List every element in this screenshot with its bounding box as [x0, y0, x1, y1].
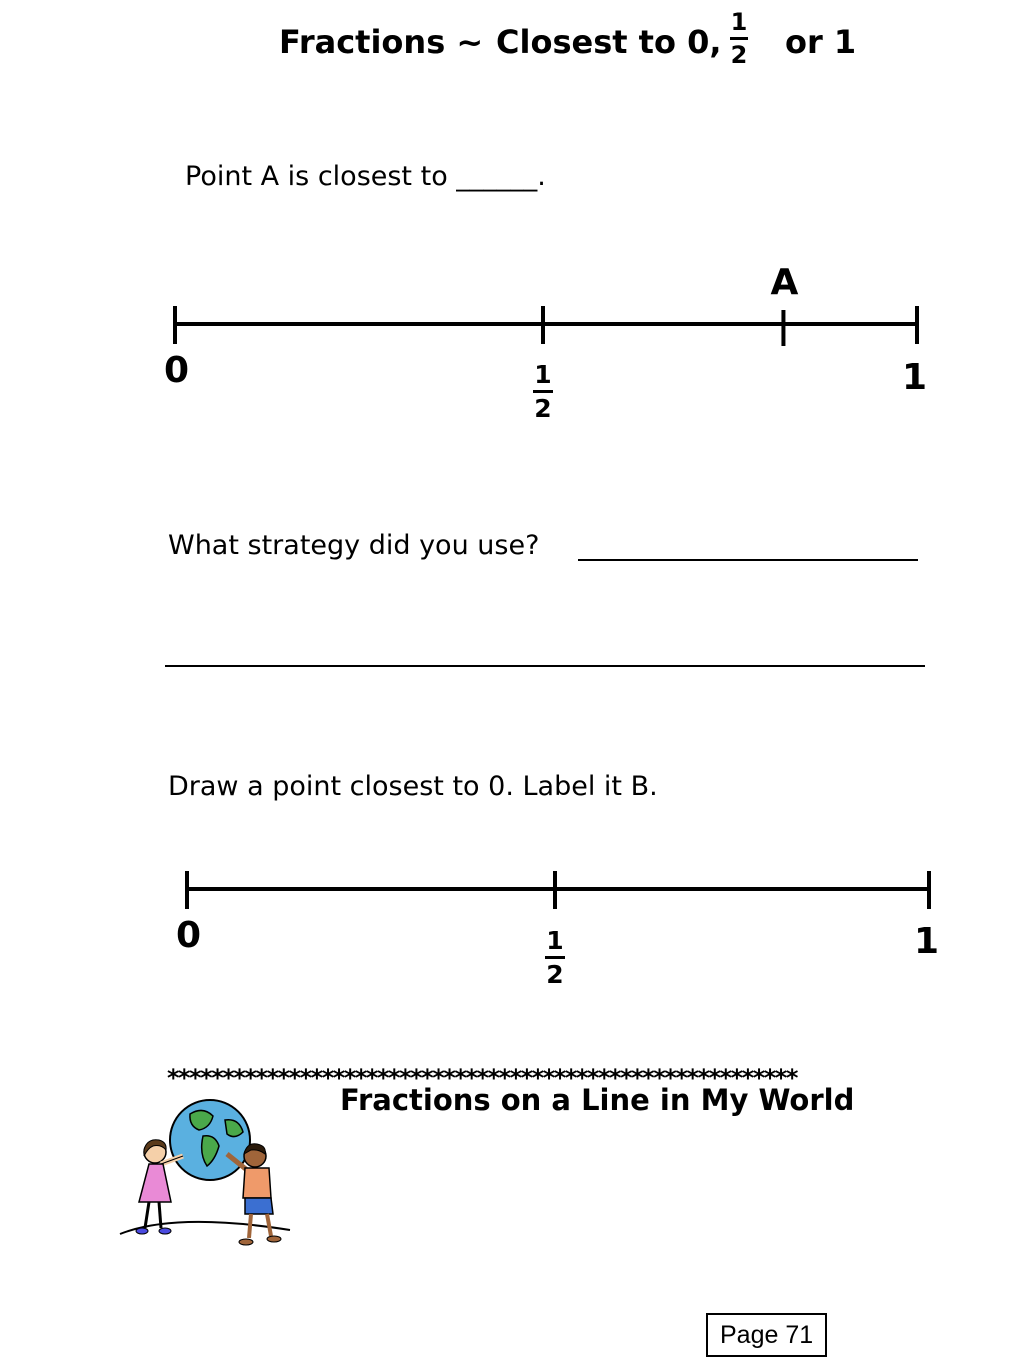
- number-line-1-half-numerator: 1: [534, 360, 552, 389]
- globe-icon: [170, 1100, 250, 1180]
- number-line-1: [0, 300, 1024, 440]
- question-draw-point-b-prompt: Draw a point closest to 0. Label it B.: [168, 771, 658, 802]
- number-line-2-one-label: 1: [914, 921, 940, 962]
- children-globe-illustration: [115, 1094, 305, 1264]
- point-a-label: A: [770, 262, 799, 303]
- number-line-1-one-label: 1: [902, 357, 928, 398]
- number-line-2-zero-label: 0: [176, 915, 202, 956]
- number-line-2-half-bar: [545, 956, 565, 959]
- number-line-2-half-denominator: 2: [546, 960, 564, 989]
- section-divider-stars: *********************************************************: [167, 1064, 797, 1092]
- page-number-box: Page 71: [706, 1313, 827, 1357]
- question-point-a-prompt: Point A is closest to ______.: [185, 161, 546, 192]
- number-line-1-zero-label: 0: [164, 350, 190, 391]
- number-line-2[interactable]: [0, 865, 1024, 925]
- title-left: Fractions ~: [279, 23, 484, 61]
- title-fraction-bar: [730, 37, 748, 40]
- section-title: Fractions on a Line in My World: [340, 1083, 855, 1117]
- number-line-2-half-numerator: 1: [546, 926, 564, 955]
- title-fraction-denominator: 2: [730, 41, 748, 69]
- number-line-1-half-bar: [533, 390, 553, 393]
- title-fraction-numerator: 1: [730, 8, 748, 36]
- title-right: or 1: [785, 23, 857, 61]
- question-strategy-prompt: What strategy did you use?: [168, 530, 540, 561]
- number-line-2-half-label: [545, 928, 565, 987]
- number-line-1-half-label: [533, 362, 553, 421]
- title-fraction-half: [730, 10, 748, 67]
- number-line-1-half-denominator: 2: [534, 394, 552, 423]
- strategy-answer-line-2[interactable]: [165, 665, 925, 667]
- boy-figure-icon: [227, 1144, 281, 1245]
- title-mid: Closest to 0,: [496, 23, 722, 61]
- strategy-answer-line-1[interactable]: [578, 559, 918, 561]
